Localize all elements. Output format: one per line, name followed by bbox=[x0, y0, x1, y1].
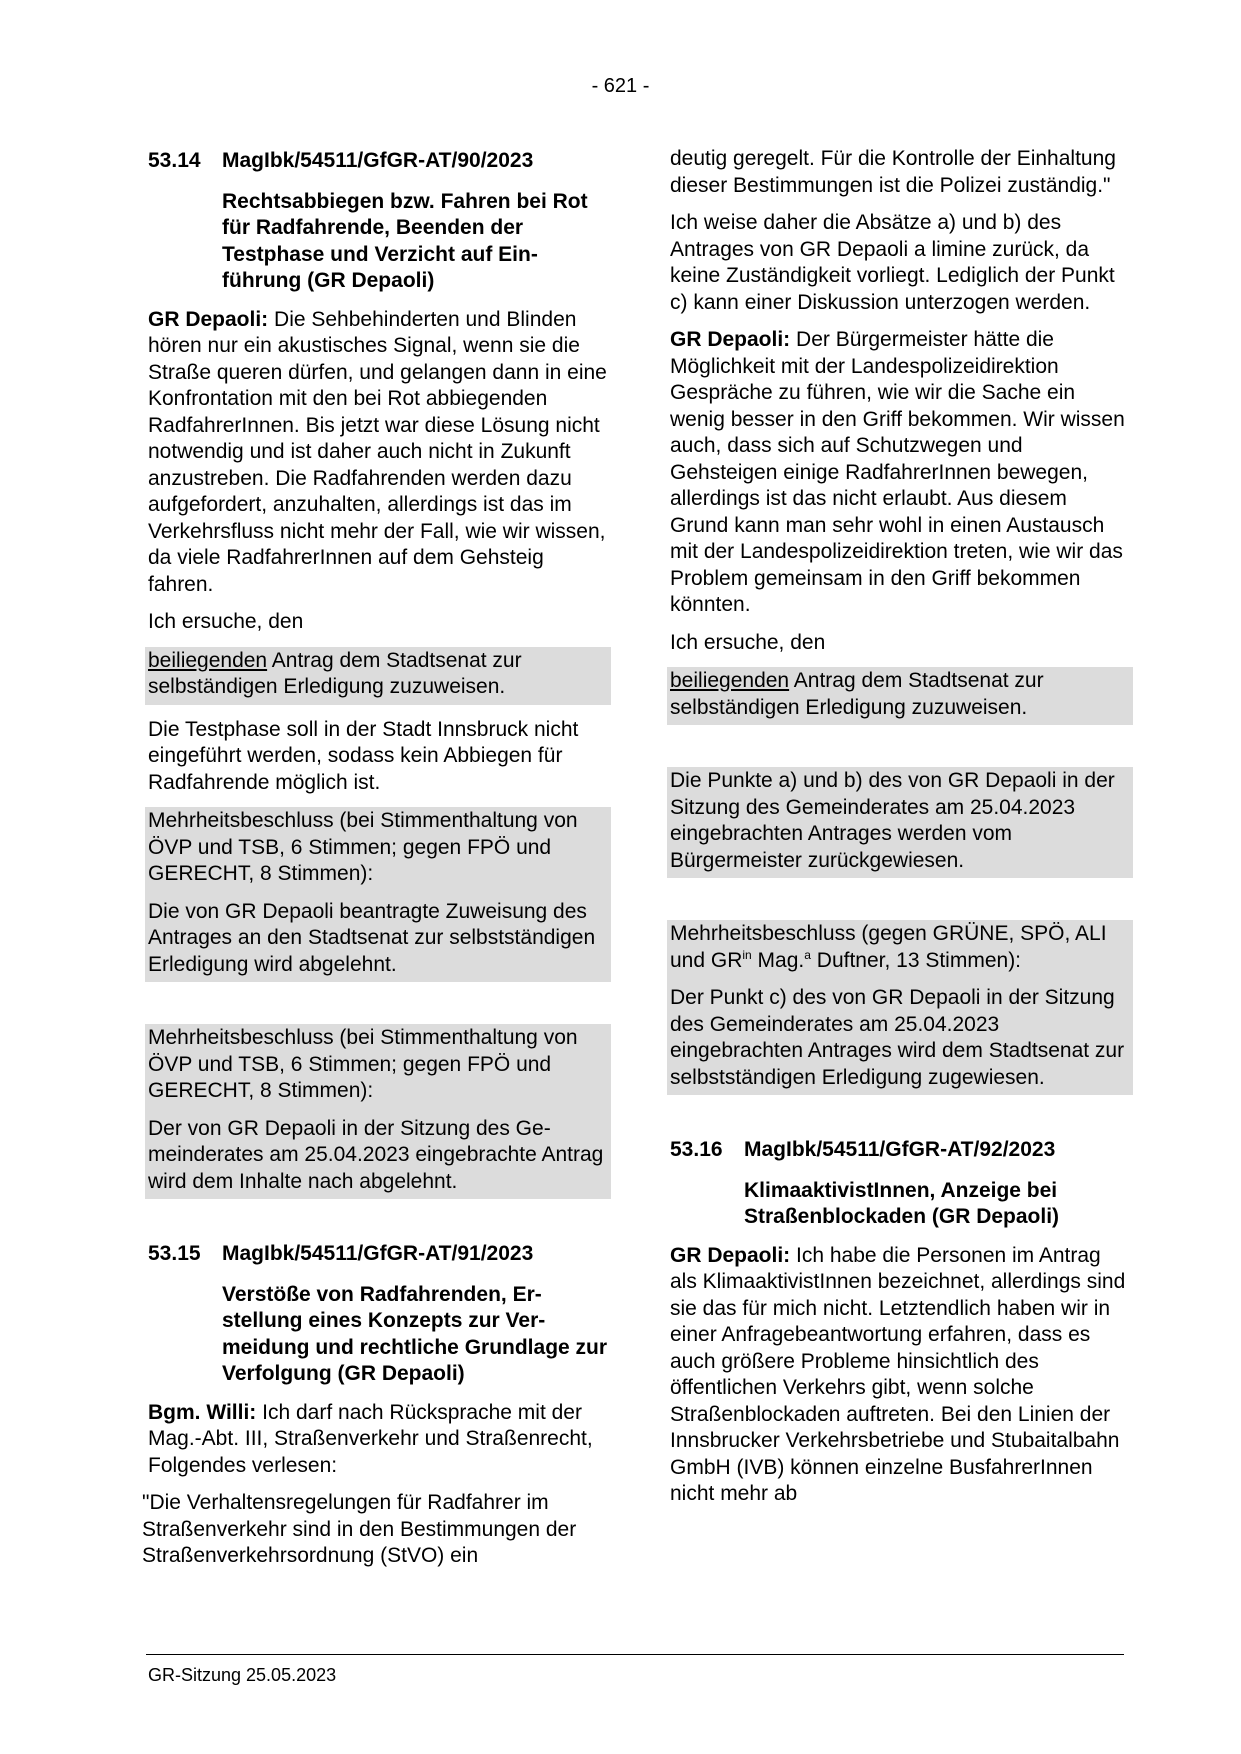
section-reference: MagIbk/54511/GfGR-AT/91/2023 bbox=[222, 1242, 534, 1265]
section-reference: MagIbk/54511/GfGR-AT/90/2023 bbox=[222, 149, 534, 172]
section-title: KlimaaktivistInnen, Anzeige bei Straßenblockaden (GR Depaoli) bbox=[744, 1178, 1060, 1228]
footer-divider bbox=[146, 1654, 1124, 1655]
right-column bbox=[670, 146, 1130, 1519]
resolution-result: Der von GR Depaoli in der Sitzung des Gemeinderates am 25.04.2023 eingebrachte Antrag wird dem Inhalte nach abgelehnt. bbox=[148, 1116, 604, 1193]
request-intro: Ich ersuche, den bbox=[670, 630, 826, 654]
section-number: 53.16 bbox=[670, 1138, 723, 1161]
speech-paragraph bbox=[670, 1243, 1130, 1508]
speaker-name: GR Depaoli: bbox=[670, 1243, 791, 1267]
speech-text: Der Bürgermeister hätte die Möglichkeit mit der Landespolizeidirektion Gespräche zu führen, wie wir die Sache ein wenig besser in den Griff bekommen. Wir wissen auch, dass sich auf Schutzwegen und Gehsteigen einige RadfahrerInnen bewegen, allerdings ist das nicht erlaubt. Aus diesem Grund kann man sehr wohl in einen Austausch mit der Landespolizeidirektion treten, wie wir das Problem gemeinsam in den Griff bekommen könnten. bbox=[670, 328, 1125, 616]
section-number: 53.15 bbox=[148, 1242, 201, 1265]
speech-paragraph bbox=[148, 1400, 608, 1480]
section-heading-53-14 bbox=[148, 148, 608, 175]
speech-text: Die Sehbehinderten und Blinden hören nur ein akustisches Signal, wenn sie die Straße queren dürfen, und gelangen dann in eine Konfrontation mit den bei Rot abbiegenden RadfahrerInnen. Bis jetzt war diese Lösung nicht notwendig und ist daher auch nicht in Zukunft anzustreben. Die Radfahrenden werden dazu aufgefordert, anzuhalten, allerdings ist das im Verkehrsfluss nicht mehr der Fall, wie wir wissen, da viele RadfahrerInnen auf dem Gehsteig fahren. bbox=[148, 307, 607, 596]
underlined-word: beiliegenden bbox=[670, 669, 790, 692]
request-box bbox=[667, 667, 1133, 725]
resolution-box bbox=[667, 920, 1133, 1095]
section-title: Verstöße von Radfahrenden, Erstellung eines Konzepts zur Vermeidung und rechtliche Grundlage zur Verfolgung (GR Depaoli) bbox=[222, 1282, 608, 1385]
resolution-box bbox=[667, 767, 1133, 878]
resolution-result: Die von GR Depaoli beantragte Zuweisung des Antrages an den Stadtsenat zur selbstständigen Erledigung wird abgelehnt. bbox=[148, 899, 596, 976]
section-heading-53-16 bbox=[670, 1137, 1130, 1164]
resolution-vote: Mehrheitsbeschluss (bei Stimmenthaltung von ÖVP und TSB, 6 Stimmen; gegen FPÖ und GERECHT, 8 Stimmen): bbox=[148, 809, 578, 885]
request-text: Antrag dem Stadtsenat zur selbständigen Erledigung zuzuweisen. bbox=[670, 669, 1044, 719]
speaker-name: GR Depaoli: bbox=[670, 328, 791, 351]
left-column bbox=[142, 148, 608, 1581]
motion-text: Die Testphase soll in der Stadt Innsbruck nicht eingeführt werden, sodass kein Abbiegen für Radfahrende möglich ist. bbox=[148, 717, 579, 794]
resolution-result: Die Punkte a) und b) des von GR Depaoli in der Sitzung des Gemeinderates am 25.04.2023 eingebrachten Antrages werden vom Bürgermeister zurückgewiesen. bbox=[670, 769, 1115, 872]
resolution-result: Der Punkt c) des von GR Depaoli in der Sitzung des Gemeinderates am 25.04.2023 eingebrachten Antrages wird dem Stadtsenat zur selbstständigen Erledigung zugewiesen. bbox=[670, 986, 1125, 1089]
request-text: Antrag dem Stadtsenat zur selbständigen Erledigung zuzuweisen. bbox=[148, 648, 522, 698]
footer-text: GR-Sitzung 25.05.2023 bbox=[148, 1665, 337, 1685]
quote-text: "Die Verhaltensregelungen für Radfahrer im Straßenverkehr sind in den Bestimmungen der Straßenverkehrsordnung (StVO) ein bbox=[142, 1491, 577, 1567]
request-intro: Ich ersuche, den bbox=[148, 610, 304, 633]
speaker-name: GR Depaoli: bbox=[148, 307, 269, 331]
quote-text: deutig geregelt. Für die Kontrolle der Einhaltung dieser Bestimmungen ist die Polizei zuständig." bbox=[670, 147, 1116, 197]
speech-text: Ich weise daher die Absätze a) und b) des Antrages von GR Depaoli a limine zurück, da keine Zuständigkeit vorliegt. Lediglich der Punkt c) kann einer Diskussion unterzogen werden. bbox=[670, 211, 1115, 314]
section-reference: MagIbk/54511/GfGR-AT/92/2023 bbox=[744, 1138, 1056, 1161]
speaker-name: Bgm. Willi: bbox=[148, 1400, 257, 1424]
request-box bbox=[145, 647, 611, 705]
resolution-vote: Mehrheitsbeschluss (bei Stimmenthaltung von ÖVP und TSB, 6 Stimmen; gegen FPÖ und GERECHT, 8 Stimmen): bbox=[148, 1026, 578, 1102]
resolution-vote: Mehrheitsbeschluss (gegen GRÜNE, SPÖ, ALI und $GR^{in}$ Mag.$^a$ Duftner, 13 Stimmen): bbox=[670, 922, 1107, 972]
speech-text: Ich darf nach Rücksprache mit der Mag.-Abt. III, Straßenverkehr und Straßenrecht, Folgendes verlesen: bbox=[148, 1400, 593, 1477]
speech-text: Ich habe die Personen im Antrag als KlimaaktivistInnen bezeichnet, allerdings sind sie das für mich nicht. Letztendlich haben wir in einer Anfragebeantwortung erfahren, dass es auch größere Probleme hinsichtlich des öffentlichen Verkehrs gibt, wenn solche Straßenblockaden auftreten. Bei den Linien der Innsbrucker Verkehrsbetriebe und Stubaitalbahn GmbH (IVB) können einzelne BusfahrerInnen nicht mehr ab bbox=[670, 1243, 1126, 1505]
page-number: - 621 - bbox=[591, 75, 650, 97]
resolution-box bbox=[145, 807, 611, 982]
underlined-word: beiliegenden bbox=[148, 648, 268, 672]
section-heading-53-15 bbox=[148, 1241, 608, 1268]
section-number: 53.14 bbox=[148, 149, 201, 172]
resolution-box bbox=[145, 1024, 611, 1199]
section-title: Rechtsabbiegen bzw. Fahren bei Rot für Radfahrende, Beenden der Testphase und Verzicht auf Einführung (GR Depaoli) bbox=[222, 189, 588, 292]
speech-paragraph bbox=[148, 307, 608, 599]
speech-paragraph bbox=[670, 327, 1130, 619]
